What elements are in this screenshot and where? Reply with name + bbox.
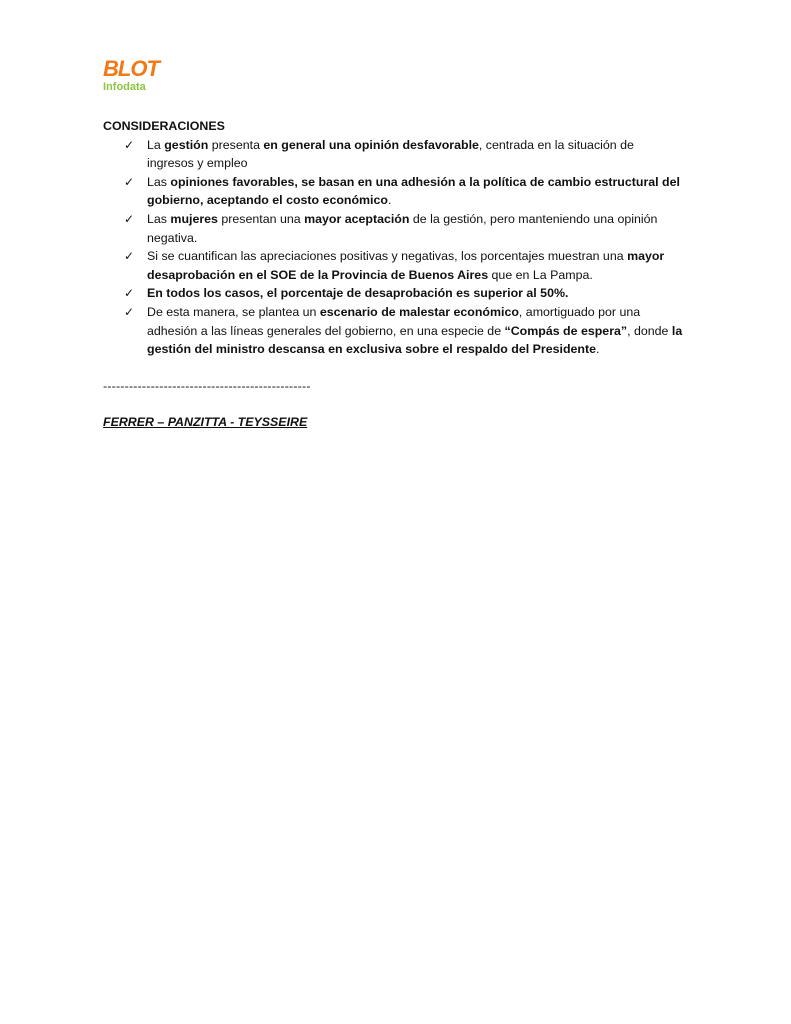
considerations-list	[103, 136, 683, 359]
authors-signature: FERRER – PANZITTA - TEYSSEIRE	[103, 415, 308, 430]
list-item-text	[147, 175, 680, 208]
document-body	[103, 117, 683, 432]
bold-text-run: en general una opinión desfavorable	[263, 137, 479, 152]
bold-text-run: En todos los casos, el porcentaje de desaprobación es superior al 50%.	[147, 286, 569, 301]
text-run: , donde	[627, 323, 672, 338]
text-run: Las	[147, 211, 171, 226]
bold-text-run: mayor aceptación	[304, 211, 410, 226]
check-icon: ✓	[124, 304, 135, 319]
text-run: presenta	[208, 137, 264, 152]
blot-infodata-logo	[103, 58, 165, 96]
bold-text-run: mayor desaprobación en el SOE de la Provincia de Buenos Aires	[147, 249, 665, 282]
bold-text-run: gestión	[164, 137, 209, 152]
divider-line: ------------------------------------------------	[103, 378, 311, 393]
list-item	[103, 173, 683, 210]
list-item-text	[147, 249, 664, 282]
text-run: de la gestión, pero manteniendo una opinión negativa.	[147, 211, 658, 245]
list-item-text	[147, 138, 634, 171]
section-heading: CONSIDERACIONES	[103, 119, 225, 133]
bold-text-run: opiniones favorables, se basan en una adhesión a la política de cambio estructural del gobierno, aceptando el costo económico	[147, 174, 680, 208]
list-item	[103, 136, 683, 173]
text-run: , amortiguado por una adhesión a las líneas generales del gobierno, en una especie de	[147, 304, 641, 338]
bold-text-run: escenario de malestar económico	[319, 304, 519, 319]
text-run: .	[387, 193, 392, 208]
text-run: presentan una	[217, 211, 305, 226]
text-run: .	[596, 342, 600, 357]
text-run: que en La Pampa.	[488, 267, 593, 282]
check-icon: ✓	[124, 286, 135, 301]
list-item	[103, 247, 683, 284]
logo-subtitle: Infodata	[103, 81, 146, 93]
bold-text-run: mujeres	[170, 211, 218, 226]
list-item-text	[147, 286, 568, 300]
check-icon: ✓	[124, 174, 135, 189]
bold-text-run: la gestión del ministro descansa en exclusiva sobre el respaldo del Presidente	[147, 323, 683, 357]
list-item-text	[147, 212, 657, 245]
text-run: De esta manera, se plantea un	[147, 304, 320, 319]
check-icon: ✓	[124, 211, 135, 226]
list-item-text	[147, 305, 682, 356]
check-icon: ✓	[124, 249, 135, 264]
logo-wordmark: BLOT	[103, 56, 159, 81]
text-run: La	[147, 137, 165, 152]
text-run: Las	[147, 174, 171, 189]
text-run: Si se cuantifican las apreciaciones positivas y negativas, los porcentajes muestran una	[147, 249, 628, 264]
bold-text-run: “Compás de espera”	[504, 323, 628, 338]
list-item	[103, 284, 683, 303]
check-icon: ✓	[124, 137, 135, 152]
list-item	[103, 303, 683, 359]
text-run: , centrada en la situación de ingresos y empleo	[147, 137, 634, 171]
list-item	[103, 210, 683, 247]
